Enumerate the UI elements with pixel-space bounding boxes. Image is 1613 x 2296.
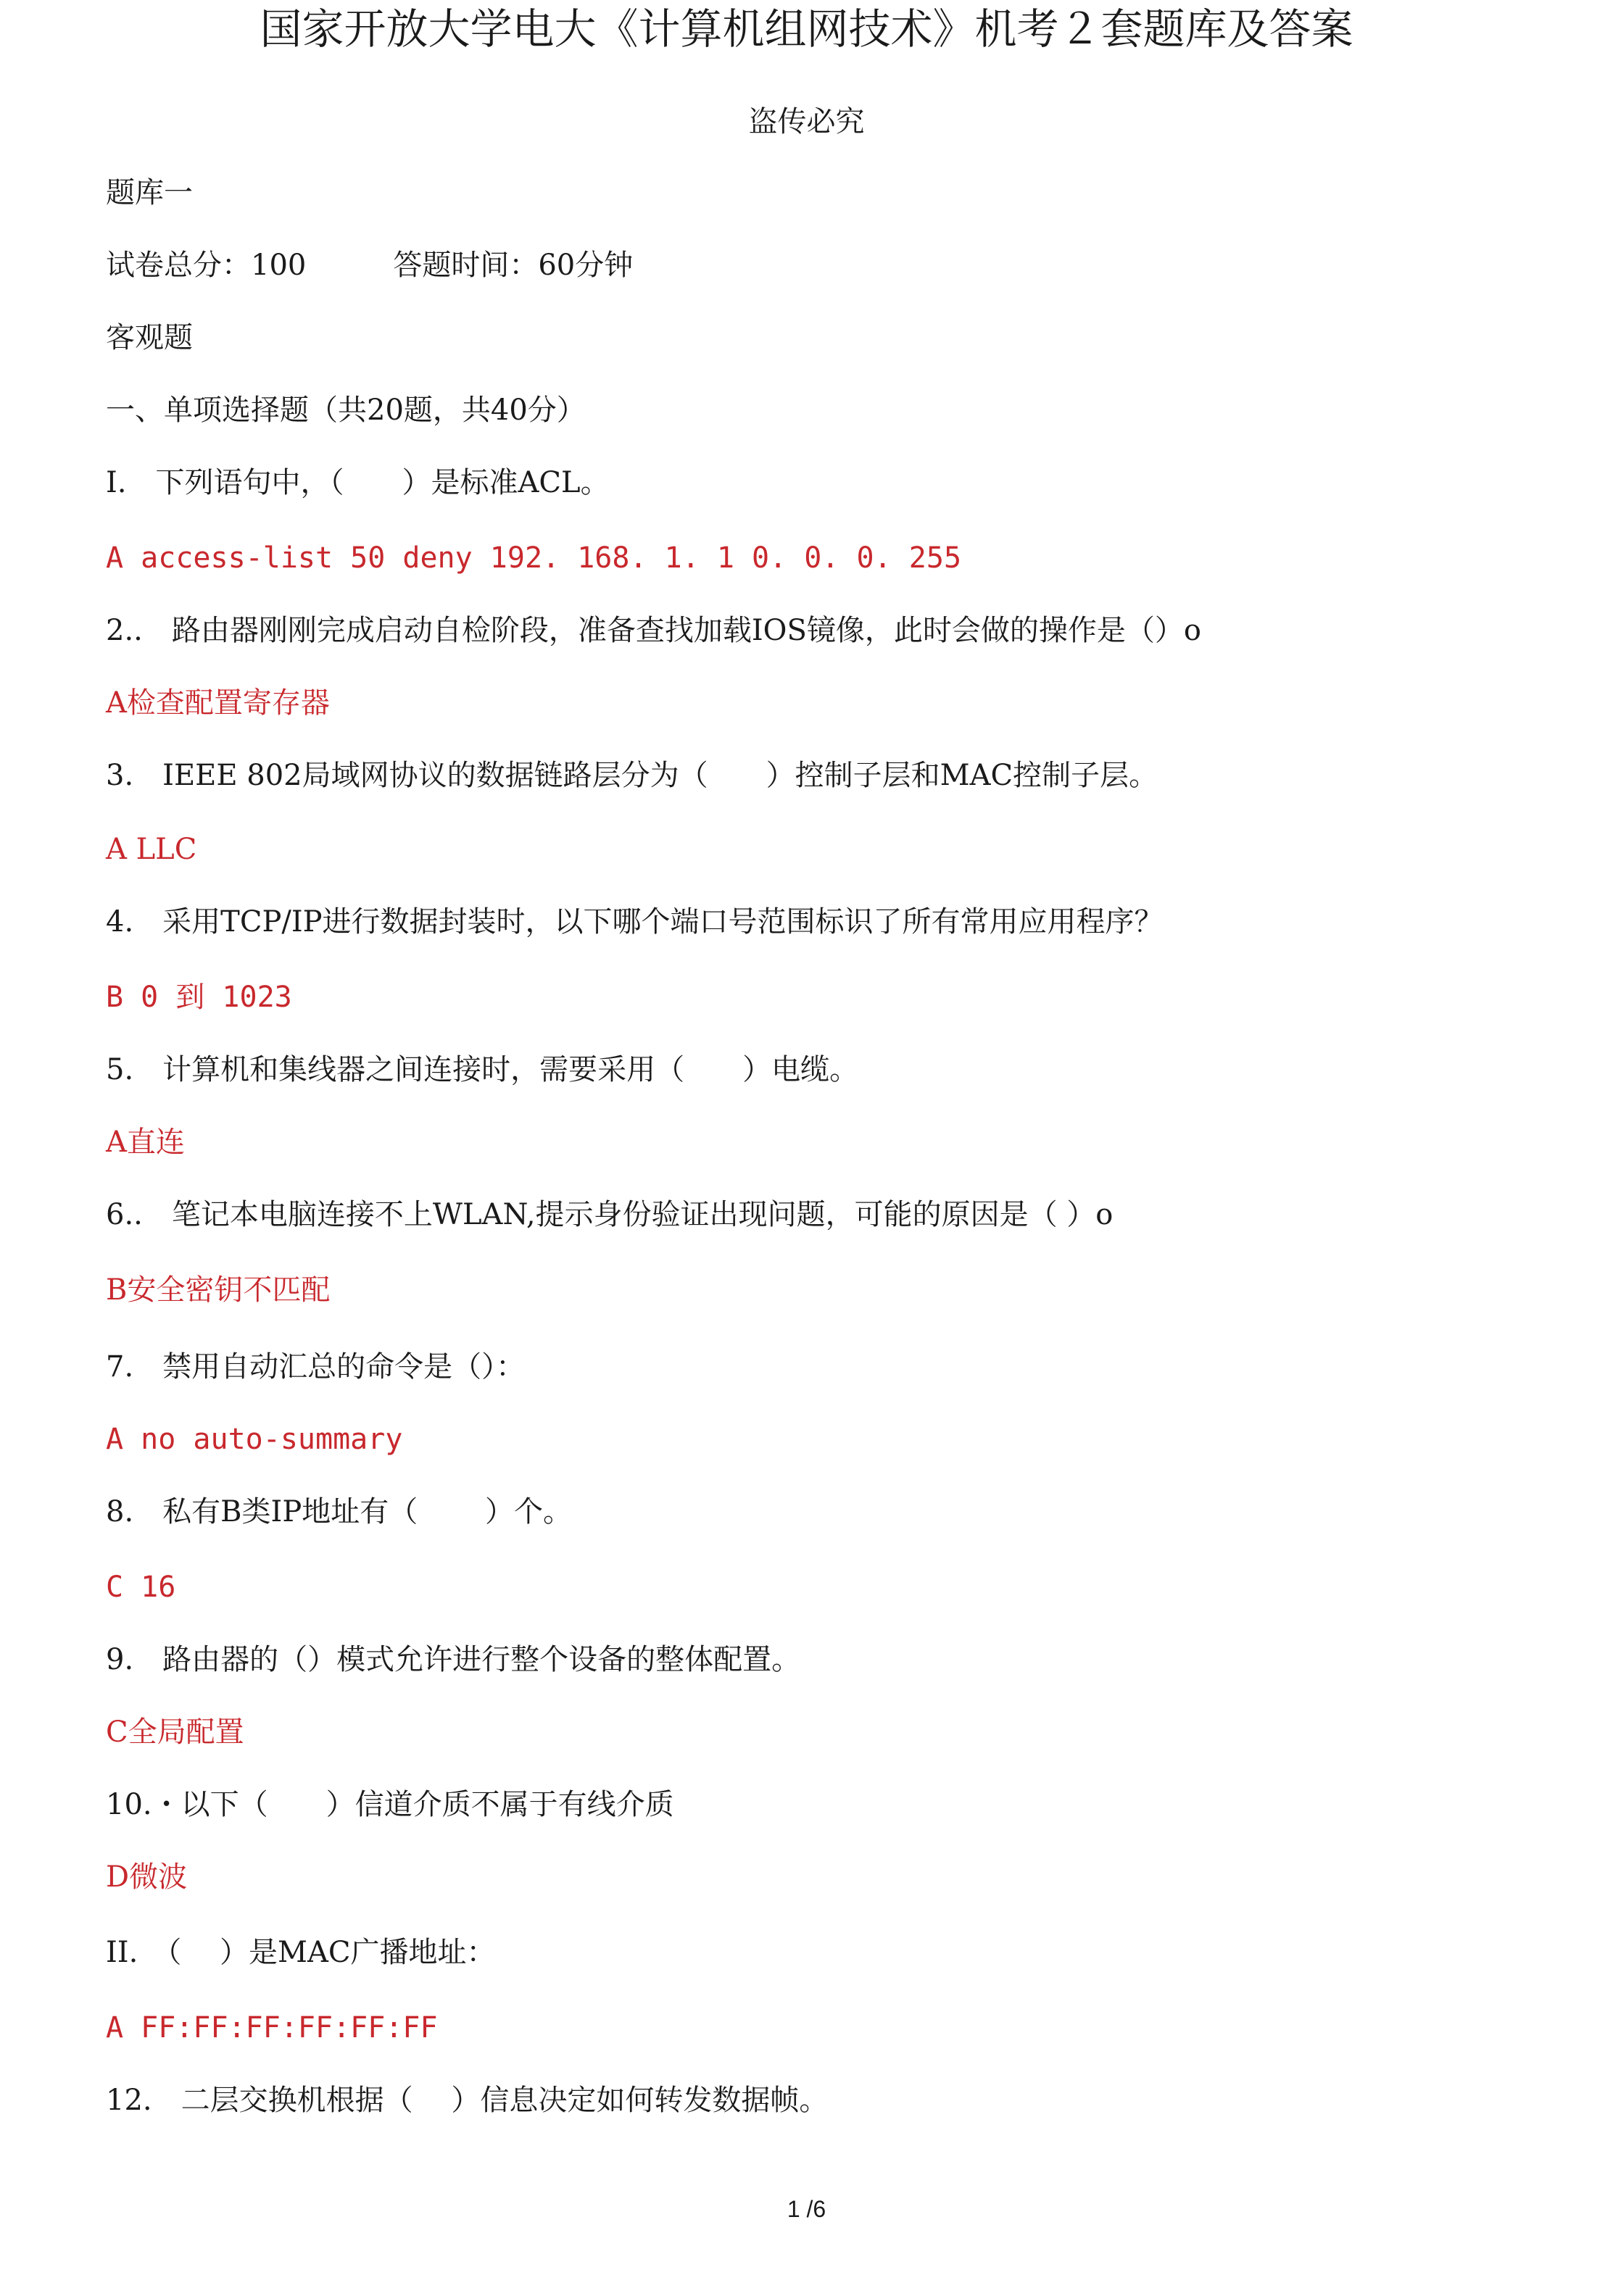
answer-1: A access-list 50 deny 192. 168. 1. 1 0. 0. 0. 255 bbox=[106, 541, 962, 575]
document-title: 国家开放大学电大《计算机组网技术》机考２套题库及答案 bbox=[260, 4, 1353, 54]
question-4: 4. 采用TCP/IP进行数据封装时，以下哪个端口号范围标识了所有常用应用程序？ bbox=[106, 905, 1164, 939]
answer-2: A检查配置寄存器 bbox=[106, 686, 330, 720]
document-subtitle: 盗传必究 bbox=[748, 105, 865, 138]
bank-heading: 题库一 bbox=[106, 176, 193, 209]
question-10: 10.・以下（ ）信道介质不属于有线介质 bbox=[106, 1788, 674, 1821]
answer-11: A FF:FF:FF:FF:FF:FF bbox=[106, 2011, 438, 2045]
question-1: I. 下列语句中，（ ）是标准ACL。 bbox=[106, 466, 610, 499]
question-8: 8. 私有B类IP地址有（ ）个。 bbox=[106, 1495, 572, 1528]
answer-5: A直连 bbox=[106, 1126, 185, 1159]
answer-10: D微波 bbox=[106, 1860, 188, 1894]
answer-9: C全局配置 bbox=[106, 1715, 244, 1749]
answer-4: B 0 到 1023 bbox=[106, 981, 292, 1014]
answer-6: B安全密钥不匹配 bbox=[106, 1273, 331, 1307]
section-heading: 一、单项选择题（共20题，共40分） bbox=[106, 394, 586, 427]
question-5: 5. 计算机和集线器之间连接时，需要采用（ ）电缆。 bbox=[106, 1053, 859, 1086]
question-11: II. （ ）是MAC广播地址： bbox=[106, 1936, 496, 1969]
question-3: 3. IEEE 802局域网协议的数据链路层分为（ ）控制子层和MAC控制子层。 bbox=[106, 759, 1158, 792]
exam-info: 试卷总分：100 答题时间：60分钟 bbox=[106, 249, 634, 282]
answer-8: C 16 bbox=[106, 1571, 176, 1604]
question-9: 9. 路由器的（）模式允许进行整个设备的整体配置。 bbox=[106, 1643, 801, 1676]
answer-7: A no auto-summary bbox=[106, 1423, 403, 1456]
question-6: 6.. 笔记本电脑连接不上WLAN,提示身份验证出现问题，可能的原因是（ ）o bbox=[106, 1198, 1114, 1231]
objective-heading: 客观题 bbox=[106, 321, 193, 354]
question-12: 12. 二层交换机根据（ ）信息决定如何转发数据帧。 bbox=[106, 2084, 829, 2117]
answer-3: A LLC bbox=[106, 833, 197, 866]
question-2: 2.. 路由器刚刚完成启动自检阶段，准备查找加载IOS镜像，此时会做的操作是（）o bbox=[106, 614, 1201, 647]
question-7: 7. 禁用自动汇总的命令是（）： bbox=[106, 1350, 526, 1384]
page-number: 1 /6 bbox=[787, 2196, 826, 2222]
